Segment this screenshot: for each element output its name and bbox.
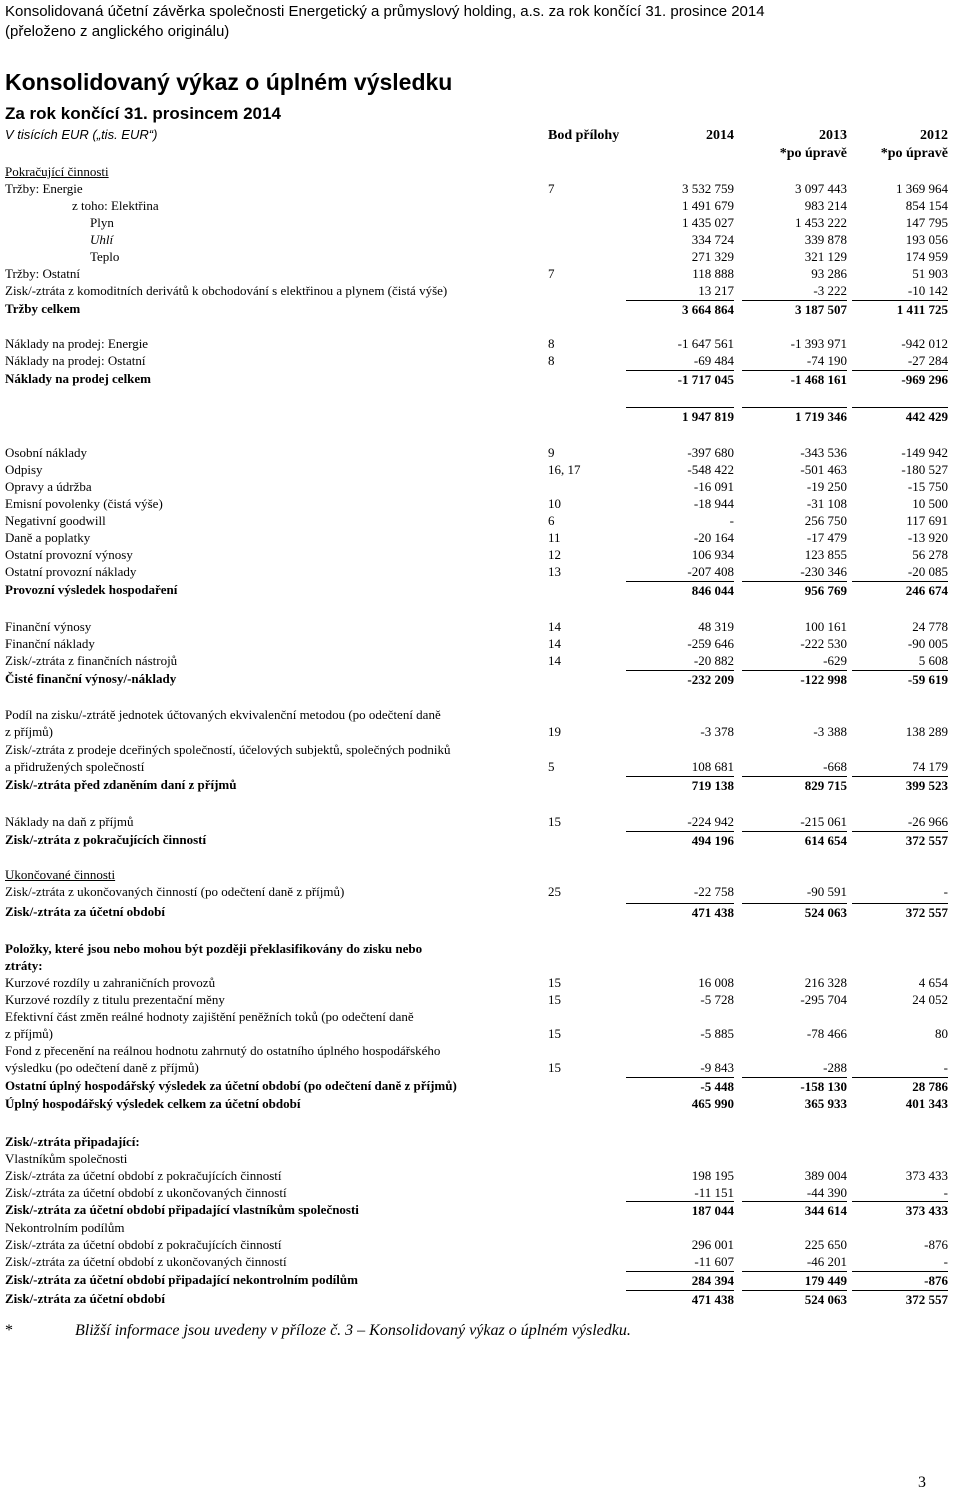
row-value-2013: 225 650 <box>804 1237 847 1252</box>
table-row <box>0 1184 960 1201</box>
table-row <box>0 478 960 495</box>
row-label: výsledku (po odečtení daně z příjmů) <box>5 1060 199 1075</box>
row-label: Finanční náklady <box>5 636 95 651</box>
row-value-2014: -5 885 <box>700 1026 734 1041</box>
row-label: Položky, které jsou nebo mohou být později překlasifikovány do zisku nebo <box>5 941 423 956</box>
row-value-2013: -90 591 <box>806 884 847 899</box>
row-value-2014: -9 843 <box>700 1060 734 1075</box>
row-value-2014: 118 888 <box>692 266 734 281</box>
row-value-2013: -3 222 <box>813 283 847 298</box>
row-value-2014: 271 329 <box>691 249 734 264</box>
row-value-2014: 108 681 <box>691 759 734 774</box>
table-row <box>0 335 960 352</box>
row-label: Podíl na zisku/-ztrátě jednotek účtovaných ekvivalenční metodou (po odečtení daně <box>5 707 441 722</box>
table-row <box>0 461 960 478</box>
footnote <box>5 1322 631 1340</box>
row-label: Úplný hospodářský výsledek celkem za účetní období <box>5 1096 301 1111</box>
row-value-2014: 465 990 <box>691 1096 734 1111</box>
row-label: Tržby: Energie <box>5 181 83 196</box>
table-row <box>0 512 960 529</box>
table-row <box>0 1271 960 1288</box>
row-value-2013: -78 466 <box>806 1026 847 1041</box>
row-value-2012: 373 433 <box>852 1201 948 1219</box>
row-value-2012: 399 523 <box>852 776 948 794</box>
row-value-2014: 198 195 <box>691 1168 734 1183</box>
table-row <box>0 1042 960 1059</box>
row-note: 7 <box>548 266 555 281</box>
row-value-2012: 4 654 <box>918 975 948 990</box>
row-label: Provozní výsledek hospodaření <box>5 582 178 597</box>
row-value-2014: 3 664 864 <box>626 300 734 318</box>
row-value-2012: 51 903 <box>912 266 948 281</box>
row-value-2014: -232 209 <box>626 670 734 688</box>
row-value-2013: 614 654 <box>742 831 847 849</box>
row-value-2012: 24 052 <box>912 992 948 1007</box>
row-value-2013: -19 250 <box>806 479 847 494</box>
row-value-2013: -17 479 <box>806 530 847 545</box>
row-value-2013: 216 328 <box>804 975 847 990</box>
table-row <box>0 1150 960 1167</box>
row-value-2012: -10 142 <box>907 283 948 298</box>
row-value-2014: 284 394 <box>626 1271 734 1289</box>
row-value-2012: 1 411 725 <box>852 300 948 318</box>
row-value-2013: 339 878 <box>804 232 847 247</box>
table-row <box>0 581 960 598</box>
footnote-star: * <box>5 1322 13 1339</box>
row-label: Zisk/-ztráta za účetní období <box>5 904 165 919</box>
row-label: Zisk/-ztráta za účetní období z pokračujících činností <box>5 1168 282 1183</box>
table-row <box>0 352 960 369</box>
row-value-2013: -31 108 <box>806 496 847 511</box>
row-note: 12 <box>548 547 561 562</box>
row-value-2014: 1 947 819 <box>626 407 734 425</box>
row-value-2012: 246 674 <box>852 581 948 599</box>
row-value-2013: -668 <box>823 759 847 774</box>
row-value-2014: -22 758 <box>693 884 734 899</box>
row-value-2014: -20 882 <box>693 653 734 668</box>
row-value-2014: -1 647 561 <box>677 336 734 351</box>
table-row <box>0 1008 960 1025</box>
row-value-2012: -969 296 <box>852 370 948 388</box>
row-value-2013: 956 769 <box>742 581 847 599</box>
row-label: Vlastníkům společnosti <box>5 1151 128 1166</box>
table-row <box>0 670 960 687</box>
col-header-2013-adjusted: *po úpravě <box>779 146 847 161</box>
table-row <box>0 831 960 848</box>
row-value-2013: 829 715 <box>742 776 847 794</box>
row-value-2013: 983 214 <box>804 198 847 213</box>
row-value-2012: 372 557 <box>852 903 948 921</box>
row-label: z příjmů) <box>5 1026 54 1041</box>
row-value-2013: 1 453 222 <box>795 215 847 230</box>
table-row <box>0 652 960 669</box>
table-row <box>0 813 960 830</box>
row-value-2014: -224 942 <box>687 814 734 829</box>
row-value-2012: -26 966 <box>907 814 948 829</box>
row-value-2014: 334 724 <box>691 232 734 247</box>
row-label: Zisk/-ztráta před zdaněním daní z příjmů <box>5 777 237 792</box>
row-value-2014: 13 217 <box>698 283 734 298</box>
row-value-2014: - <box>729 513 734 528</box>
row-value-2012: 372 557 <box>852 1290 948 1308</box>
row-label: Zisk/-ztráta z komoditních derivátů k obchodování s elektřinou a plynem (čistá výše) <box>5 283 448 298</box>
row-value-2013: 524 063 <box>742 903 847 921</box>
row-value-2012: 442 429 <box>852 407 948 425</box>
row-value-2014: 16 008 <box>698 975 734 990</box>
row-value-2012: 193 056 <box>905 232 948 247</box>
row-value-2012: -876 <box>924 1237 948 1252</box>
row-label: Uhlí <box>90 232 114 247</box>
row-value-2014: -11 151 <box>694 1185 734 1200</box>
row-value-2014: -18 944 <box>693 496 734 511</box>
row-value-2013: -295 704 <box>800 992 847 1007</box>
row-value-2014: -397 680 <box>687 445 734 460</box>
row-note: 9 <box>548 445 555 460</box>
row-value-2013: -74 190 <box>806 353 847 368</box>
row-value-2012: -180 527 <box>901 462 948 477</box>
row-value-2012: 5 608 <box>918 653 948 668</box>
row-value-2012: 80 <box>935 1026 948 1041</box>
row-label: Zisk/-ztráta za účetní období připadající nekontrolním podílům <box>5 1272 358 1287</box>
row-note: 16, 17 <box>548 462 581 477</box>
row-value-2012: 174 959 <box>905 249 948 264</box>
row-value-2012: -59 619 <box>852 670 948 688</box>
row-value-2012: 854 154 <box>905 198 948 213</box>
header-line-1: Konsolidovaná účetní závěrka společnosti Energetický a průmyslový holding, a.s. za rok končící 31. prosince 2014 <box>5 3 765 20</box>
row-value-2012: - <box>943 884 948 899</box>
units-note: V tisících EUR („tis. EUR“) <box>5 127 158 142</box>
table-row <box>0 903 960 920</box>
table-row <box>0 776 960 793</box>
table-row <box>0 1290 960 1307</box>
row-note: 14 <box>548 636 561 651</box>
row-label: Fond z přecenění na reálnou hodnotu zahrnutý do ostatního úplného hospodářského <box>5 1043 441 1058</box>
statement-title: Konsolidovaný výkaz o úplném výsledku <box>5 69 453 95</box>
row-value-2012: 138 289 <box>905 724 948 739</box>
row-value-2012: -149 942 <box>901 445 948 460</box>
table-row <box>0 282 960 299</box>
row-label: Zisk/-ztráta z prodeje dceřiných společností, účelových subjektů, společných podniků <box>5 742 451 757</box>
footnote-text: Bližší informace jsou uvedeny v příloze č. 3 – Konsolidovaný výkaz o úplném výsledku. <box>75 1322 631 1339</box>
row-value-2013: 321 129 <box>804 249 847 264</box>
row-value-2014: -11 607 <box>694 1254 734 1269</box>
row-label: Pokračující činnosti <box>5 164 109 179</box>
row-label: Plyn <box>90 215 114 230</box>
table-row <box>0 1236 960 1253</box>
row-value-2012: 147 795 <box>905 215 948 230</box>
table-row <box>0 1133 960 1150</box>
row-value-2014: -20 164 <box>693 530 734 545</box>
row-label: ztráty: <box>5 958 43 973</box>
table-row <box>0 1167 960 1184</box>
table-row <box>0 1219 960 1236</box>
row-value-2012: 373 433 <box>905 1168 948 1183</box>
row-value-2013: -629 <box>823 653 847 668</box>
row-label: Opravy a údržba <box>5 479 92 494</box>
row-value-2012: -90 005 <box>907 636 948 651</box>
table-row <box>0 957 960 974</box>
table-row <box>0 163 960 180</box>
row-label: Ostatní provozní náklady <box>5 564 137 579</box>
row-value-2014: 106 934 <box>691 547 734 562</box>
table-row <box>0 723 960 740</box>
row-value-2012: - <box>943 1060 948 1075</box>
row-note: 13 <box>548 564 561 579</box>
row-value-2012: -27 284 <box>907 353 948 368</box>
row-value-2013: 365 933 <box>804 1096 847 1111</box>
row-label: Zisk/-ztráta z pokračujících činností <box>5 832 207 847</box>
row-value-2014: -1 717 045 <box>626 370 734 388</box>
row-note: 15 <box>548 975 561 990</box>
row-value-2012: 1 369 964 <box>896 181 948 196</box>
table-row <box>0 370 960 387</box>
table-row <box>0 758 960 775</box>
row-value-2013: -46 201 <box>806 1254 847 1269</box>
row-value-2013: -3 388 <box>813 724 847 739</box>
row-value-2014: 187 044 <box>626 1201 734 1219</box>
row-value-2013: 524 063 <box>742 1290 847 1308</box>
row-value-2013: 179 449 <box>742 1271 847 1289</box>
col-header-2012: 2012 <box>920 128 948 143</box>
table-row <box>0 563 960 580</box>
row-label: Efektivní část změn reálné hodnoty zajištění peněžních toků (po odečtení daně <box>5 1009 414 1024</box>
row-label: Zisk/-ztráta za účetní období připadající vlastníkům společnosti <box>5 1202 359 1217</box>
row-value-2014: 3 532 759 <box>682 181 734 196</box>
table-row <box>0 1253 960 1270</box>
row-value-2012: -942 012 <box>901 336 948 351</box>
row-note: 6 <box>548 513 555 528</box>
row-label: Tržby: Ostatní <box>5 266 80 281</box>
row-label: Zisk/-ztráta za účetní období <box>5 1291 165 1306</box>
row-label: z toho: Elektřina <box>72 198 159 213</box>
table-row <box>0 991 960 1008</box>
table-row <box>0 883 960 900</box>
header-line-2: (přeloženo z anglického originálu) <box>5 23 230 40</box>
table-row <box>0 974 960 991</box>
table-row <box>0 1201 960 1218</box>
row-value-2013: -122 998 <box>742 670 847 688</box>
row-label: Emisní povolenky (čistá výše) <box>5 496 163 511</box>
row-value-2014: -548 422 <box>687 462 734 477</box>
row-label: Ostatní úplný hospodářský výsledek za účetní období (po odečtení daně z příjmů) <box>5 1078 457 1093</box>
row-label: Zisk/-ztráta za účetní období z ukončovaných činností <box>5 1185 287 1200</box>
document-header <box>5 2 765 42</box>
row-note: 10 <box>548 496 561 511</box>
row-value-2013: -215 061 <box>800 814 847 829</box>
row-value-2013: -1 393 971 <box>790 336 847 351</box>
row-value-2014: 1 435 027 <box>682 215 734 230</box>
row-label: Náklady na prodej: Ostatní <box>5 353 146 368</box>
row-note: 14 <box>548 619 561 634</box>
row-value-2013: -343 536 <box>800 445 847 460</box>
row-note: 7 <box>548 181 555 196</box>
row-value-2013: -230 346 <box>800 564 847 579</box>
row-value-2012: 372 557 <box>852 831 948 849</box>
row-value-2014: -207 408 <box>687 564 734 579</box>
row-value-2014: 48 319 <box>698 619 734 634</box>
row-value-2013: 3 187 507 <box>742 300 847 318</box>
row-value-2012: -13 920 <box>907 530 948 545</box>
row-value-2013: -222 530 <box>800 636 847 651</box>
row-value-2014: -5 448 <box>626 1077 734 1095</box>
row-label: Zisk/-ztráta z finančních nástrojů <box>5 653 178 668</box>
row-value-2014: -69 484 <box>693 353 734 368</box>
row-label: Náklady na daň z příjmů <box>5 814 134 829</box>
row-label: Kurzové rozdíly z titulu prezentační měny <box>5 992 225 1007</box>
table-row <box>0 231 960 248</box>
row-value-2014: 846 044 <box>626 581 734 599</box>
row-value-2012: -876 <box>852 1271 948 1289</box>
row-value-2014: -16 091 <box>693 479 734 494</box>
row-note: 15 <box>548 814 561 829</box>
row-value-2013: -288 <box>823 1060 847 1075</box>
table-row <box>0 1059 960 1076</box>
table-row <box>0 495 960 512</box>
row-label: Zisk/-ztráta připadající: <box>5 1134 140 1149</box>
row-value-2012: -20 085 <box>907 564 948 579</box>
row-note: 8 <box>548 353 555 368</box>
page-number: 3 <box>918 1474 926 1491</box>
row-value-2012: 401 343 <box>905 1096 948 1111</box>
row-label: Ukončované činnosti <box>5 867 116 882</box>
row-value-2014: 719 138 <box>626 776 734 794</box>
row-value-2014: 494 196 <box>626 831 734 849</box>
row-value-2013: 256 750 <box>804 513 847 528</box>
row-label: Negativní goodwill <box>5 513 106 528</box>
row-value-2014: -259 646 <box>687 636 734 651</box>
row-note: 15 <box>548 1026 561 1041</box>
row-value-2012: - <box>943 1254 948 1269</box>
table-row <box>0 529 960 546</box>
row-label: a přidružených společností <box>5 759 145 774</box>
col-header-2012-adjusted: *po úpravě <box>880 146 948 161</box>
table-row <box>0 1077 960 1094</box>
row-value-2014: -3 378 <box>700 724 734 739</box>
row-note: 15 <box>548 992 561 1007</box>
row-note: 5 <box>548 759 555 774</box>
table-row <box>0 866 960 883</box>
row-value-2012: - <box>943 1185 948 1200</box>
table-row <box>0 248 960 265</box>
table-row <box>0 1095 960 1112</box>
row-label: Nekontrolním podílům <box>5 1220 125 1235</box>
row-label: Osobní náklady <box>5 445 87 460</box>
statement-subtitle: Za rok končící 31. prosincem 2014 <box>5 104 281 123</box>
row-value-2012: -15 750 <box>907 479 948 494</box>
table-row <box>0 265 960 282</box>
row-label: Daně a poplatky <box>5 530 91 545</box>
row-label: Tržby celkem <box>5 301 81 316</box>
col-header-2013: 2013 <box>819 128 847 143</box>
row-value-2012: 28 786 <box>852 1077 948 1095</box>
row-value-2012: 24 778 <box>912 619 948 634</box>
row-value-2014: -5 728 <box>700 992 734 1007</box>
table-row <box>0 214 960 231</box>
col-header-2014: 2014 <box>706 128 734 143</box>
table-row <box>0 635 960 652</box>
col-header-note: Bod přílohy <box>548 128 620 143</box>
row-value-2013: 1 719 346 <box>742 407 847 425</box>
table-row <box>0 940 960 957</box>
table-row <box>0 546 960 563</box>
row-value-2012: 117 691 <box>906 513 948 528</box>
table-row <box>0 618 960 635</box>
row-value-2013: -44 390 <box>806 1185 847 1200</box>
row-label: Čisté finanční výnosy/-náklady <box>5 671 177 686</box>
row-label: Zisk/-ztráta za účetní období z pokračujících činností <box>5 1237 282 1252</box>
row-value-2014: 471 438 <box>626 903 734 921</box>
table-row <box>0 197 960 214</box>
row-label: Náklady na prodej celkem <box>5 371 152 386</box>
row-note: 25 <box>548 884 561 899</box>
table-row <box>0 180 960 197</box>
row-value-2014: 1 491 679 <box>682 198 734 213</box>
row-value-2013: -1 468 161 <box>742 370 847 388</box>
row-label: Zisk/-ztráta za účetní období z ukončovaných činností <box>5 1254 287 1269</box>
row-value-2013: 3 097 443 <box>795 181 847 196</box>
row-value-2014: 471 438 <box>626 1290 734 1308</box>
table-row <box>0 444 960 461</box>
row-label: Odpisy <box>5 462 43 477</box>
row-value-2013: 93 286 <box>811 266 847 281</box>
row-label: Finanční výnosy <box>5 619 92 634</box>
table-row <box>0 300 960 317</box>
row-note: 14 <box>548 653 561 668</box>
row-label: Náklady na prodej: Energie <box>5 336 149 351</box>
row-value-2013: 344 614 <box>742 1201 847 1219</box>
row-value-2013: -158 130 <box>742 1077 847 1095</box>
row-label: Kurzové rozdíly u zahraničních provozů <box>5 975 216 990</box>
row-value-2012: 74 179 <box>912 759 948 774</box>
row-label: Ostatní provozní výnosy <box>5 547 133 562</box>
row-value-2013: 389 004 <box>804 1168 847 1183</box>
row-value-2013: -501 463 <box>800 462 847 477</box>
row-value-2013: 100 161 <box>804 619 847 634</box>
row-value-2013: 123 855 <box>804 547 847 562</box>
row-note: 8 <box>548 336 555 351</box>
table-row <box>0 741 960 758</box>
table-row <box>0 1025 960 1042</box>
table-row <box>0 407 960 424</box>
row-label: Teplo <box>90 249 120 264</box>
row-value-2012: 10 500 <box>912 496 948 511</box>
row-label: Zisk/-ztráta z ukončovaných činností (po odečtení daně z příjmů) <box>5 884 345 899</box>
row-note: 19 <box>548 724 561 739</box>
row-note: 15 <box>548 1060 561 1075</box>
row-value-2014: 296 001 <box>691 1237 734 1252</box>
table-row <box>0 706 960 723</box>
row-label: z příjmů) <box>5 724 54 739</box>
row-note: 11 <box>548 530 561 545</box>
row-value-2012: 56 278 <box>912 547 948 562</box>
